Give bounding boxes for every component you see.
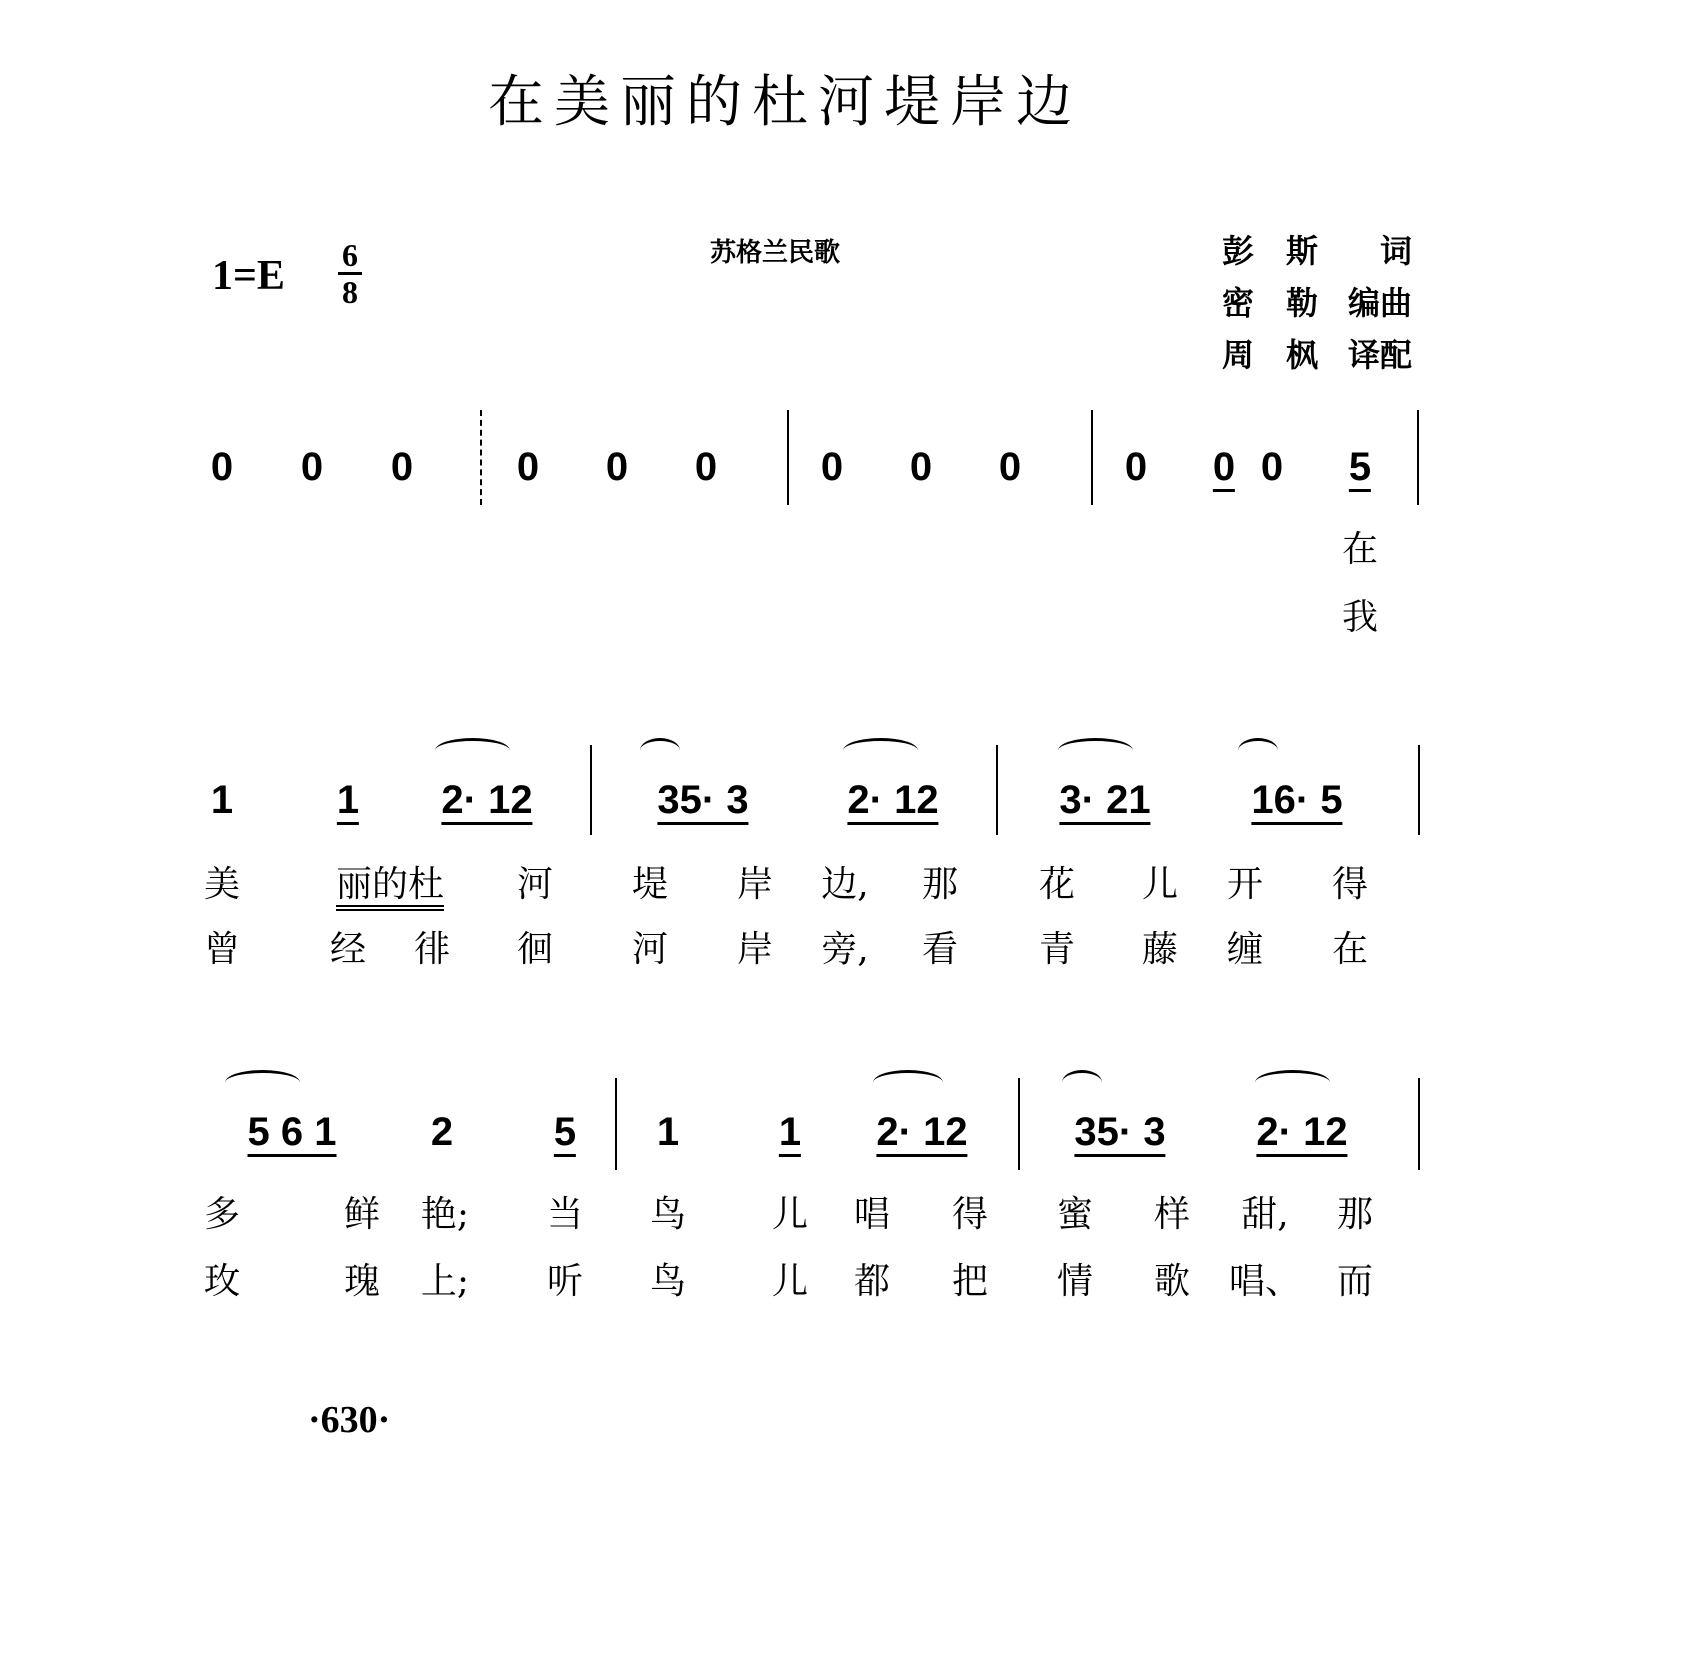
note: 0 (1260, 445, 1284, 489)
note: 0 (390, 445, 414, 489)
slur-arc (873, 1070, 943, 1095)
lyric-word: 儿 (771, 1261, 809, 1302)
note: 0 (516, 445, 540, 489)
note: 16· 5 (1251, 778, 1342, 825)
barline (1018, 1078, 1020, 1170)
lyric-word: 河 (631, 929, 669, 970)
note: 0 (1213, 445, 1235, 492)
credit-role: 译配 (1347, 336, 1412, 374)
barline (996, 745, 998, 835)
slur-arc (1255, 1070, 1330, 1095)
lyric-word: 都 (853, 1261, 891, 1302)
note: 35· 3 (1074, 1110, 1165, 1157)
note: 2· 12 (441, 778, 532, 825)
credit-role: 编曲 (1347, 284, 1412, 322)
lyric-word: 把 (951, 1261, 989, 1302)
slur-arc (435, 738, 510, 763)
barline (1418, 1078, 1420, 1170)
lyric-word: 缠 (1226, 929, 1264, 970)
note: 0 (210, 445, 234, 489)
lyric-word: 边, (821, 864, 869, 905)
song-origin: 苏格兰民歌 (710, 238, 841, 268)
slur-arc (843, 738, 918, 763)
lyric-word: 蜜 (1056, 1194, 1094, 1235)
lyric-word: 瑰 (343, 1261, 381, 1302)
note: 5 6 1 (248, 1110, 337, 1157)
note: 1 (656, 1110, 680, 1154)
barline (1091, 410, 1093, 505)
credit-name: 彭 斯 (1222, 232, 1319, 270)
lyric-word: 上; (420, 1261, 470, 1302)
time-numerator: 6 (338, 238, 362, 275)
lyric-word: 徘 (413, 929, 451, 970)
lyric-word: 堤 (631, 864, 669, 905)
lyric-word: 旁, (821, 929, 869, 970)
lyric-word: 岸 (736, 929, 774, 970)
credit-arranger (1222, 278, 1412, 324)
slur-arc (225, 1070, 300, 1095)
lyric-word: 我 (1341, 597, 1379, 638)
lyric-word: 听 (546, 1261, 584, 1302)
lyric-word: 美 (203, 864, 241, 905)
note: 0 (300, 445, 324, 489)
note: 35· 3 (657, 778, 748, 825)
note: 0 (1124, 445, 1148, 489)
lyric-word: 经 (329, 929, 367, 970)
note: 0 (820, 445, 844, 489)
note: 5 (554, 1110, 576, 1157)
lyric-word: 样 (1153, 1194, 1191, 1235)
note: 1 (337, 778, 359, 825)
lyric-word: 那 (1336, 1194, 1374, 1235)
lyric-word: 河 (516, 864, 554, 905)
barline (787, 410, 789, 505)
lyric-word: 鸟 (649, 1194, 687, 1235)
lyric-word: 岸 (736, 864, 774, 905)
lyric-word: 藤 (1141, 929, 1179, 970)
slur-arc (1238, 738, 1278, 763)
lyric-word: 开 (1226, 864, 1264, 905)
time-denominator: 8 (342, 274, 358, 310)
credit-lyricist (1222, 226, 1412, 272)
slur-arc (1058, 738, 1133, 763)
lyric-word: 玫 (203, 1261, 241, 1302)
note: 2· 12 (1256, 1110, 1347, 1157)
lyric-word: 得 (1331, 864, 1369, 905)
lyric-word: 唱、 (1228, 1261, 1302, 1302)
lyric-word: 在 (1331, 929, 1369, 970)
note: 2 (430, 1110, 454, 1154)
note: 0 (605, 445, 629, 489)
slur-arc (640, 738, 680, 763)
lyric-word: 艳; (420, 1194, 470, 1235)
barline (1417, 410, 1419, 505)
lyric-word: 儿 (1141, 864, 1179, 905)
note: 3· 21 (1059, 778, 1150, 825)
lyric-word: 多 (203, 1194, 241, 1235)
credit-role: 词 (1379, 232, 1412, 270)
lyric-word: 而 (1336, 1261, 1374, 1302)
credit-name: 周 枫 (1222, 336, 1319, 374)
barline (1418, 745, 1420, 835)
note: 2· 12 (876, 1110, 967, 1157)
time-signature (338, 238, 362, 309)
lyric-word: 丽的杜 (336, 865, 444, 911)
lyric-word: 当 (546, 1194, 584, 1235)
lyric-word: 儿 (771, 1194, 809, 1235)
song-title: 在美丽的杜河堤岸边 (488, 70, 1082, 135)
lyric-word: 鲜 (343, 1194, 381, 1235)
note: 0 (909, 445, 933, 489)
slur-arc (1062, 1070, 1102, 1095)
dashed-barline (480, 410, 484, 505)
note: 2· 12 (847, 778, 938, 825)
page-number: ·630· (308, 1399, 391, 1441)
lyric-word: 唱 (853, 1194, 891, 1235)
lyric-word: 花 (1038, 864, 1076, 905)
lyric-word: 那 (921, 864, 959, 905)
lyric-word: 歌 (1153, 1261, 1191, 1302)
lyric-word: 鸟 (649, 1261, 687, 1302)
lyric-word: 甜, (1241, 1194, 1289, 1235)
lyric-word: 看 (921, 929, 959, 970)
credit-translator (1222, 330, 1412, 376)
lyric-word: 青 (1038, 929, 1076, 970)
lyric-word: 在 (1341, 529, 1379, 570)
note: 0 (694, 445, 718, 489)
note: 1 (210, 778, 234, 822)
note: 0 (998, 445, 1022, 489)
note: 1 (779, 1110, 801, 1157)
lyric-word: 得 (951, 1194, 989, 1235)
note: 5 (1349, 445, 1371, 492)
lyric-word: 情 (1056, 1261, 1094, 1302)
credit-name: 密 勒 (1222, 284, 1319, 322)
barline (615, 1078, 617, 1170)
lyric-word: 曾 (203, 929, 241, 970)
lyric-word: 徊 (516, 929, 554, 970)
barline (590, 745, 592, 835)
key-signature: 1=E (212, 253, 285, 299)
